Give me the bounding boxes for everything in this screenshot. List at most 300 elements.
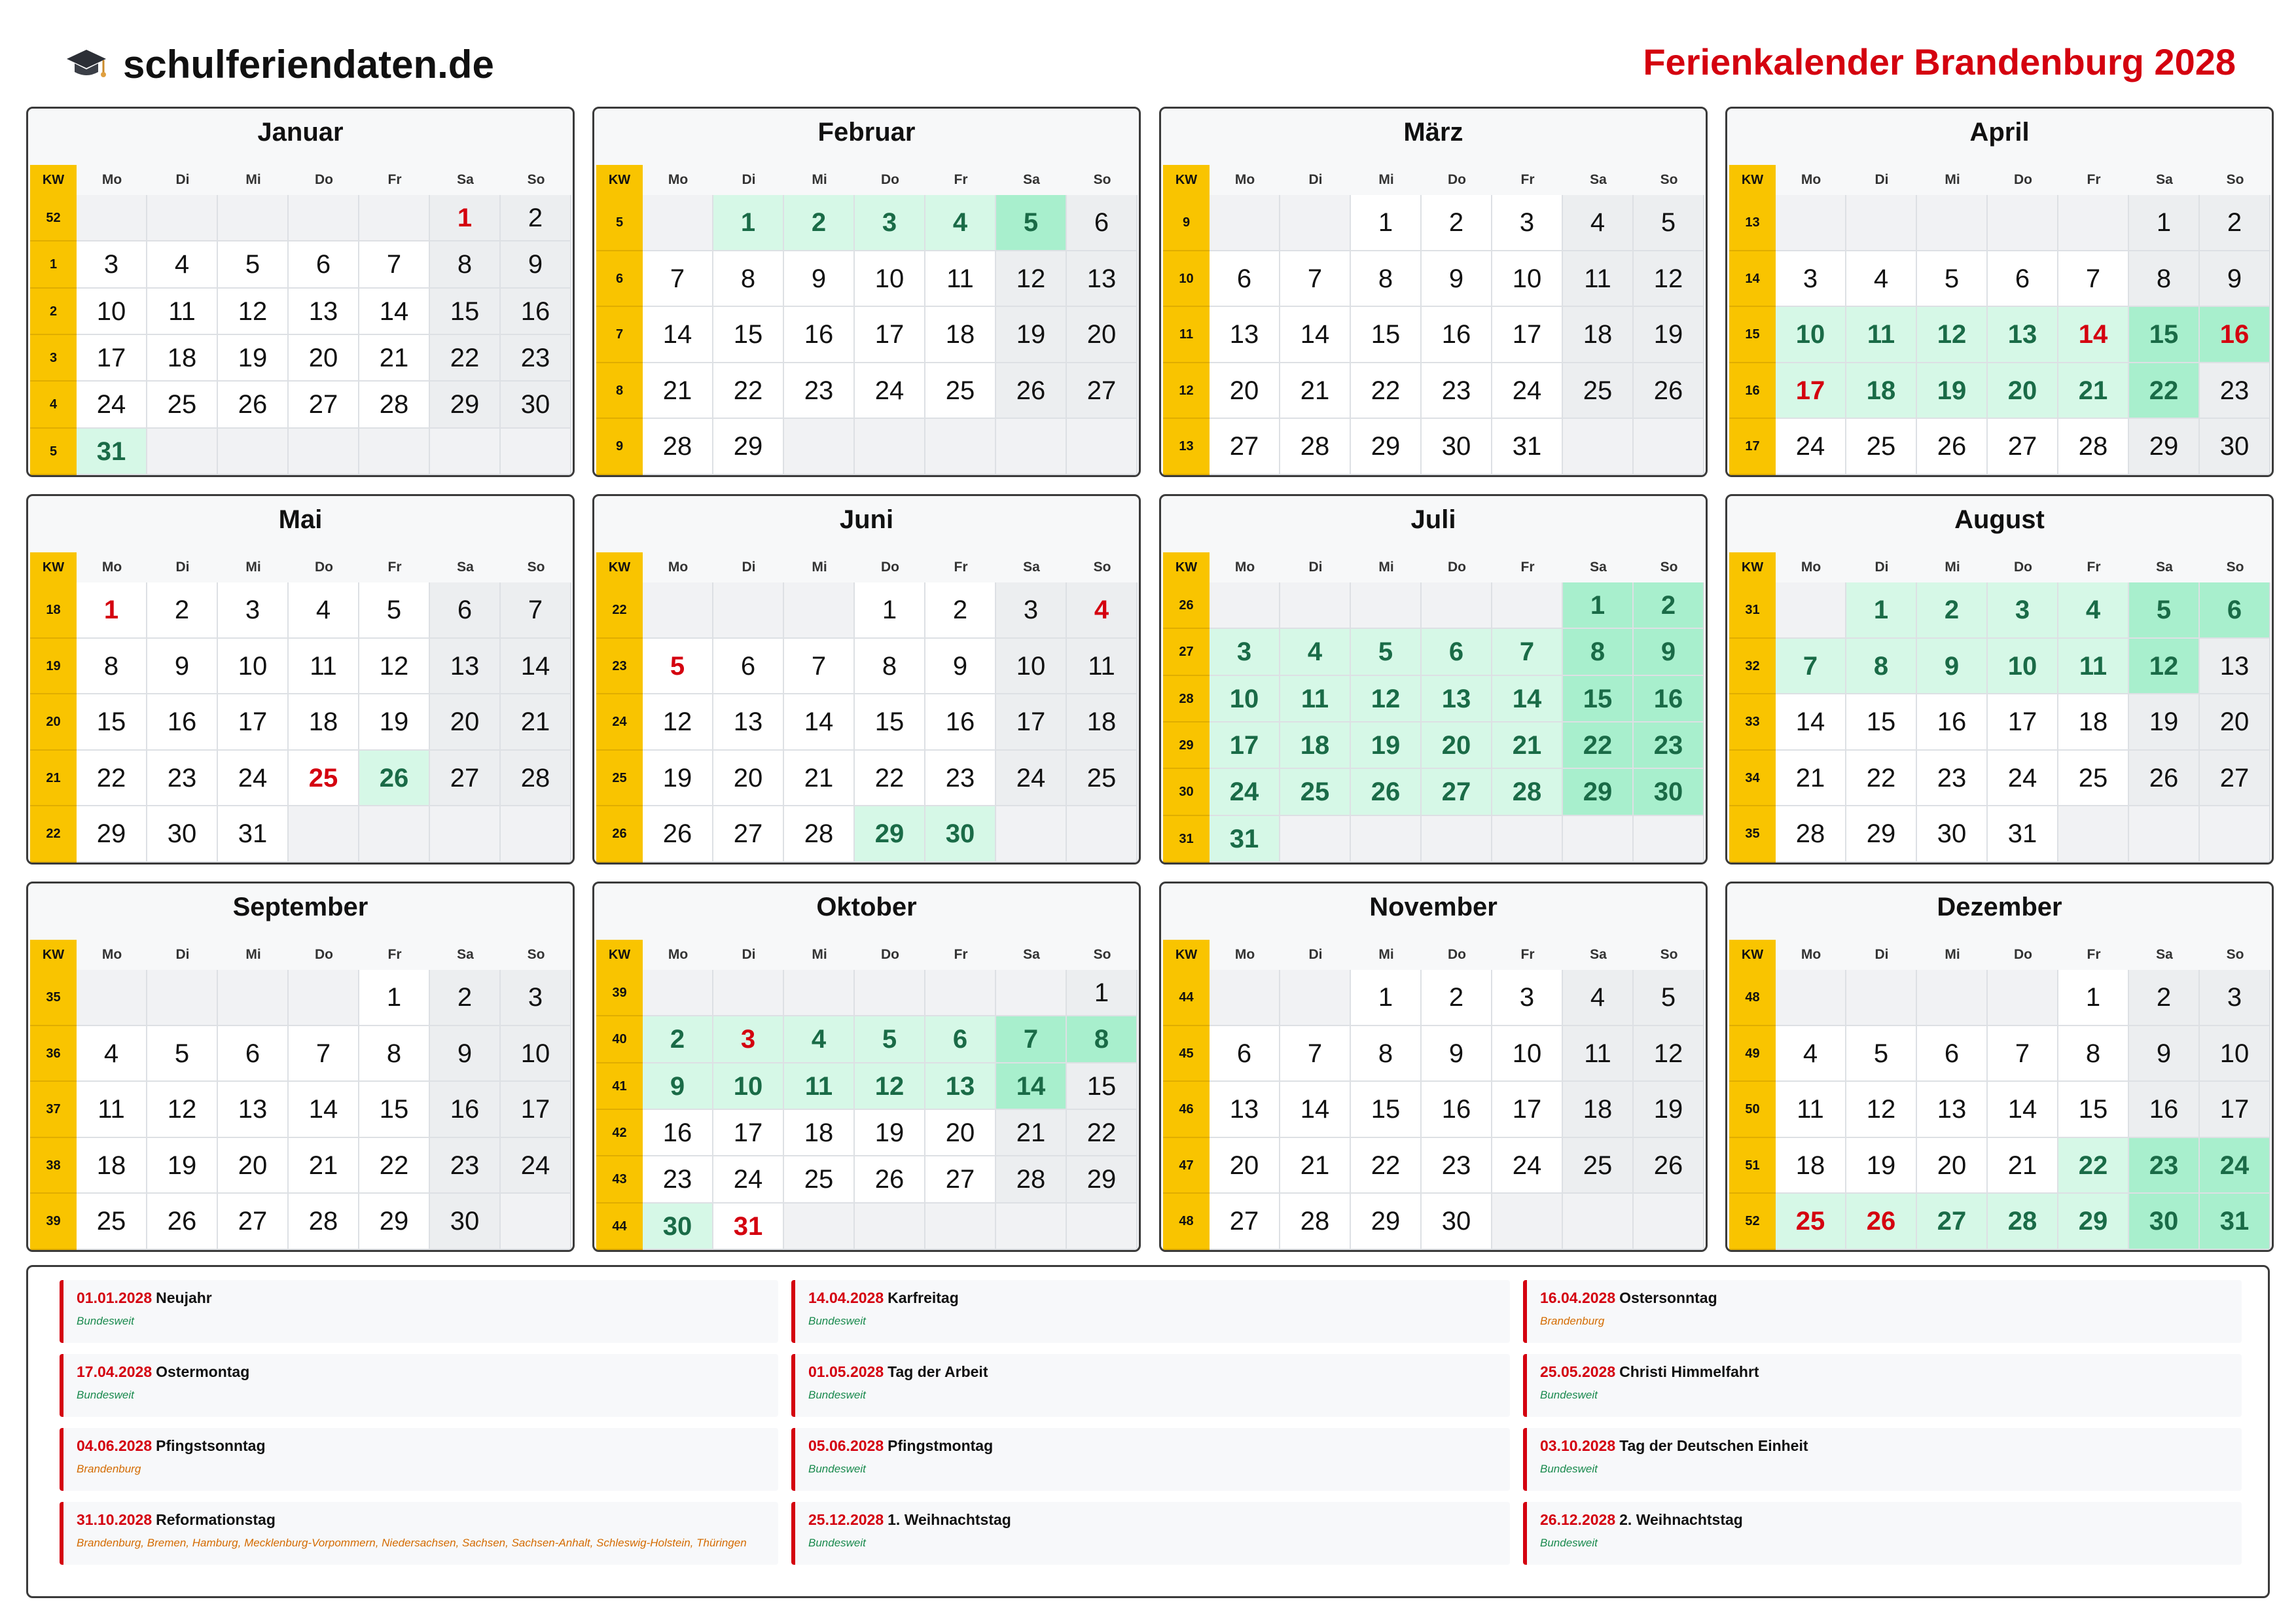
calendar-day: 16 [501, 289, 571, 335]
school-holiday-day: 11 [784, 1063, 855, 1110]
month-calendar [1159, 494, 1708, 865]
calendar-day: 14 [784, 694, 855, 751]
school-holiday-day: 29 [855, 806, 925, 863]
school-holiday-day: 8 [1846, 639, 1917, 695]
empty-cell [218, 195, 289, 241]
calendar-day: 26 [855, 1156, 925, 1203]
calendar-day: 26 [643, 806, 713, 863]
empty-cell [855, 1204, 925, 1250]
school-holiday-day: 10 [1776, 307, 1846, 363]
empty-cell [1492, 1194, 1563, 1250]
week-number: 1 [30, 241, 77, 288]
holiday-date: 01.01.2028 [77, 1289, 152, 1306]
empty-cell [1067, 806, 1138, 863]
school-holiday-day: 8 [1563, 629, 1634, 675]
school-holiday-day: 10 [1210, 676, 1280, 722]
calendar-day: 29 [1351, 1194, 1422, 1250]
school-holiday-day: 23 [1634, 722, 1704, 769]
calendar-day: 20 [289, 335, 359, 382]
empty-cell [147, 429, 218, 475]
public-holiday-legend [26, 1265, 2270, 1598]
weekday-header: Sa [1590, 172, 1607, 187]
weekday-header: Fr [1520, 560, 1535, 575]
calendar-day: 29 [77, 806, 147, 863]
holiday-scope: Brandenburg [77, 1463, 141, 1475]
calendar-day: 28 [1280, 419, 1351, 475]
school-holiday-day: 22 [1563, 722, 1634, 769]
calendar-day: 5 [359, 582, 430, 639]
public-holiday-day: 25 [1776, 1194, 1846, 1250]
weekday-header: Sa [2156, 947, 2173, 962]
school-holiday-day: 15 [1563, 676, 1634, 722]
week-number: 22 [30, 806, 77, 863]
calendar-day: 5 [147, 1026, 218, 1082]
calendar-day: 6 [1917, 1026, 1988, 1082]
legend-heading [77, 1289, 212, 1307]
calendar-day: 27 [713, 806, 784, 863]
calendar-day: 13 [1210, 307, 1280, 363]
holiday-scope: Bundesweit [808, 1537, 866, 1549]
weekday-header: Di [742, 560, 756, 575]
calendar-day: 2 [2200, 195, 2270, 251]
calendar-day: 11 [1563, 1026, 1634, 1082]
calendar-day: 15 [855, 694, 925, 751]
holiday-date: 31.10.2028 [77, 1511, 152, 1528]
holiday-name: Ostersonntag [1619, 1289, 1717, 1306]
week-number: 2 [30, 289, 77, 335]
empty-cell [643, 582, 713, 639]
week-number: 11 [1163, 307, 1210, 363]
calendar-day: 31 [1492, 419, 1563, 475]
calendar-day: 10 [996, 639, 1067, 695]
calendar-day: 12 [218, 289, 289, 335]
calendar-day: 12 [147, 1082, 218, 1138]
school-holiday-day: 12 [2129, 639, 2200, 695]
school-holiday-day: 16 [1634, 676, 1704, 722]
month-title: Oktober [816, 893, 917, 921]
calendar-day: 16 [784, 307, 855, 363]
school-holiday-day: 13 [925, 1063, 996, 1110]
weekday-header: Do [1448, 172, 1466, 187]
kw-header: KW [1729, 165, 1776, 195]
kw-header: KW [1163, 940, 1210, 970]
holiday-name: 2. Weihnachtstag [1619, 1511, 1743, 1528]
calendar-day: 3 [2200, 970, 2270, 1026]
weekday-header: Mi [812, 947, 827, 962]
calendar-day: 17 [1492, 1082, 1563, 1138]
weekday-header: So [2226, 172, 2244, 187]
calendar-day: 18 [925, 307, 996, 363]
weekday-header: So [2226, 560, 2244, 575]
calendar-day: 21 [996, 1110, 1067, 1156]
weekday-header: Mi [1945, 172, 1960, 187]
weekday-header: Do [881, 947, 899, 962]
holiday-name: Pfingstmontag [888, 1437, 994, 1454]
calendar-day: 28 [1280, 1194, 1351, 1250]
calendar-day: 21 [359, 335, 430, 382]
holiday-date: 03.10.2028 [1540, 1437, 1616, 1454]
calendar-day: 13 [289, 289, 359, 335]
calendar-day: 6 [1210, 251, 1280, 308]
public-holiday-day: 5 [643, 639, 713, 695]
calendar-day: 2 [147, 582, 218, 639]
legend-heading [1540, 1511, 1743, 1529]
calendar-day: 9 [147, 639, 218, 695]
calendar-day: 17 [855, 307, 925, 363]
month-title: Dezember [1937, 893, 2062, 921]
calendar-day: 14 [643, 307, 713, 363]
empty-cell [925, 970, 996, 1016]
calendar-day: 1 [1351, 970, 1422, 1026]
calendar-day: 11 [77, 1082, 147, 1138]
school-holiday-day: 9 [643, 1063, 713, 1110]
holiday-name: Pfingstsonntag [156, 1437, 266, 1454]
month-title: Januar [257, 118, 344, 147]
weekday-header: Mi [1945, 947, 1960, 962]
empty-cell [1351, 816, 1422, 863]
empty-cell [1492, 816, 1563, 863]
empty-cell [147, 195, 218, 241]
holiday-scope: Bundesweit [808, 1389, 866, 1401]
calendar-day: 25 [1067, 751, 1138, 807]
school-holiday-day: 4 [2058, 582, 2129, 639]
calendar-day: 17 [501, 1082, 571, 1138]
weekday-header: Sa [1590, 947, 1607, 962]
calendar-day: 12 [1634, 251, 1704, 308]
calendar-day: 21 [289, 1138, 359, 1194]
legend-item [60, 1280, 778, 1343]
calendar-day: 7 [289, 1026, 359, 1082]
month-title: Juni [839, 505, 894, 534]
calendar-day: 27 [2200, 751, 2270, 807]
empty-cell [359, 806, 430, 863]
calendar-day: 2 [1422, 195, 1492, 251]
weekday-header: Di [175, 560, 190, 575]
holiday-name: Tag der Deutschen Einheit [1619, 1437, 1808, 1454]
empty-cell [289, 806, 359, 863]
calendar-day: 31 [1988, 806, 2058, 863]
empty-cell [1634, 816, 1704, 863]
calendar-day: 26 [996, 363, 1067, 419]
calendar-day: 14 [1280, 1082, 1351, 1138]
weekday-header: So [1093, 560, 1111, 575]
week-number: 47 [1163, 1138, 1210, 1194]
calendar-day: 15 [2058, 1082, 2129, 1138]
calendar-day: 19 [359, 694, 430, 751]
calendar-day: 22 [1846, 751, 1917, 807]
empty-cell [1067, 419, 1138, 475]
school-holiday-day: 20 [1988, 363, 2058, 419]
school-holiday-day: 30 [1634, 769, 1704, 815]
weekday-header: Do [2014, 172, 2032, 187]
weekday-header: Sa [1023, 172, 1040, 187]
calendar-day: 16 [1422, 307, 1492, 363]
weekday-header: Di [1308, 947, 1323, 962]
calendar-day: 24 [1776, 419, 1846, 475]
calendar-day: 11 [925, 251, 996, 308]
weekday-header: Di [1308, 560, 1323, 575]
month-title: September [232, 893, 368, 921]
calendar-day: 18 [2058, 694, 2129, 751]
calendar-day: 20 [1210, 363, 1280, 419]
week-number: 4 [30, 382, 77, 428]
calendar-day: 15 [77, 694, 147, 751]
weekday-header: Do [315, 172, 333, 187]
empty-cell [1634, 419, 1704, 475]
calendar-day: 30 [501, 382, 571, 428]
calendar-day: 20 [218, 1138, 289, 1194]
weekday-header: Fr [387, 947, 402, 962]
calendar-day: 23 [430, 1138, 501, 1194]
calendar-day: 3 [501, 970, 571, 1026]
calendar-day: 21 [1776, 751, 1846, 807]
calendar-day: 9 [2129, 1026, 2200, 1082]
empty-cell [1776, 970, 1846, 1026]
empty-cell [1492, 582, 1563, 629]
calendar-day: 24 [1492, 363, 1563, 419]
weekday-header: Mo [668, 172, 689, 187]
weekday-header: So [1093, 947, 1111, 962]
week-number: 42 [596, 1110, 643, 1156]
legend-heading [808, 1289, 959, 1307]
calendar-day: 8 [1351, 1026, 1422, 1082]
empty-cell [1280, 582, 1351, 629]
empty-cell [784, 970, 855, 1016]
legend-item [60, 1354, 778, 1417]
legend-heading [1540, 1289, 1717, 1307]
empty-cell [1917, 195, 1988, 251]
calendar-day: 28 [996, 1156, 1067, 1203]
school-holiday-day: 21 [2058, 363, 2129, 419]
school-holiday-day: 1 [713, 195, 784, 251]
empty-cell [77, 970, 147, 1026]
calendar-day: 3 [1776, 251, 1846, 308]
calendar-day: 15 [1351, 1082, 1422, 1138]
calendar-day: 28 [643, 419, 713, 475]
week-number: 9 [596, 419, 643, 475]
empty-cell [77, 195, 147, 241]
weekday-header: So [527, 560, 545, 575]
empty-cell [1563, 816, 1634, 863]
graduation-cap-icon [65, 47, 107, 87]
week-number: 21 [30, 751, 77, 807]
calendar-day: 19 [1634, 1082, 1704, 1138]
calendar-day: 25 [784, 1156, 855, 1203]
weekday-header: Fr [1520, 947, 1535, 962]
weekday-header: Mi [1378, 947, 1394, 962]
calendar-day: 4 [1776, 1026, 1846, 1082]
calendar-day: 4 [1846, 251, 1917, 308]
school-holiday-day: 12 [1917, 307, 1988, 363]
holiday-name: Neujahr [156, 1289, 212, 1306]
school-holiday-day: 30 [2129, 1194, 2200, 1250]
month-calendar [26, 882, 575, 1252]
empty-cell [1776, 582, 1846, 639]
calendar-day: 2 [2129, 970, 2200, 1026]
calendar-day: 16 [147, 694, 218, 751]
calendar-day: 24 [1988, 751, 2058, 807]
calendar-day: 3 [77, 241, 147, 288]
weekday-header: Sa [457, 560, 474, 575]
empty-cell [501, 1194, 571, 1250]
calendar-day: 24 [1492, 1138, 1563, 1194]
calendar-day: 5 [1634, 970, 1704, 1026]
legend-item [1523, 1354, 2242, 1417]
calendar-day: 22 [430, 335, 501, 382]
calendar-day: 1 [855, 582, 925, 639]
calendar-day: 8 [1351, 251, 1422, 308]
weekday-header: Fr [1520, 172, 1535, 187]
holiday-scope: Brandenburg, Bremen, Hamburg, Mecklenburg-Vorpommern, Niedersachsen, Sachsen, Sachsen-Anhalt, Schleswig-Holstein, Thüringen [77, 1537, 747, 1549]
week-number: 33 [1729, 694, 1776, 751]
calendar-day: 20 [925, 1110, 996, 1156]
week-number: 19 [30, 639, 77, 695]
calendar-day: 16 [1917, 694, 1988, 751]
holiday-date: 14.04.2028 [808, 1289, 884, 1306]
calendar-day: 16 [2129, 1082, 2200, 1138]
month-calendar [1159, 107, 1708, 477]
calendar-day: 30 [2200, 419, 2270, 475]
calendar-day: 18 [147, 335, 218, 382]
calendar-day: 1 [2058, 970, 2129, 1026]
weekday-header: Mo [668, 560, 689, 575]
calendar-day: 23 [1917, 751, 1988, 807]
school-holiday-day: 6 [1422, 629, 1492, 675]
legend-heading [1540, 1437, 1808, 1455]
empty-cell [1563, 1194, 1634, 1250]
weekday-header: Do [881, 560, 899, 575]
calendar-day: 6 [289, 241, 359, 288]
calendar-day: 7 [643, 251, 713, 308]
calendar-day: 7 [1280, 251, 1351, 308]
week-number: 26 [596, 806, 643, 863]
weekday-header: Mo [1801, 172, 1821, 187]
empty-cell [1776, 195, 1846, 251]
kw-header: KW [1729, 552, 1776, 582]
school-holiday-day: 18 [1846, 363, 1917, 419]
calendar-day: 21 [643, 363, 713, 419]
week-number: 23 [596, 639, 643, 695]
school-holiday-day: 5 [996, 195, 1067, 251]
calendar-day: 25 [1563, 363, 1634, 419]
calendar-day: 7 [359, 241, 430, 288]
calendar-day: 12 [1846, 1082, 1917, 1138]
holiday-name: Tag der Arbeit [888, 1363, 988, 1380]
empty-cell [925, 1204, 996, 1250]
school-holiday-day: 6 [925, 1016, 996, 1063]
calendar-day: 16 [1422, 1082, 1492, 1138]
school-holiday-day: 26 [359, 751, 430, 807]
weekday-header: Do [2014, 560, 2032, 575]
weekday-header: So [1093, 172, 1111, 187]
school-holiday-day: 2 [643, 1016, 713, 1063]
week-number: 22 [596, 582, 643, 639]
holiday-date: 04.06.2028 [77, 1437, 152, 1454]
weekday-header: Fr [2087, 172, 2101, 187]
weekday-header: Mo [668, 947, 689, 962]
calendar-day: 28 [289, 1194, 359, 1250]
empty-cell [925, 419, 996, 475]
calendar-day: 19 [2129, 694, 2200, 751]
legend-heading [77, 1511, 276, 1529]
week-number: 20 [30, 694, 77, 751]
public-holiday-day: 3 [713, 1016, 784, 1063]
calendar-day: 20 [713, 751, 784, 807]
week-number: 45 [1163, 1026, 1210, 1082]
calendar-day: 1 [359, 970, 430, 1026]
calendar-day: 12 [1634, 1026, 1704, 1082]
school-holiday-day: 12 [1351, 676, 1422, 722]
weekday-header: Mi [1945, 560, 1960, 575]
calendar-day: 9 [501, 241, 571, 288]
weekday-header: So [1660, 560, 1678, 575]
site-logo-text[interactable]: schulferiendaten.de [123, 43, 494, 86]
month-calendar [26, 107, 575, 477]
empty-cell [1280, 195, 1351, 251]
calendar-day: 4 [1563, 195, 1634, 251]
legend-item [791, 1502, 1510, 1565]
empty-cell [1210, 582, 1280, 629]
school-holiday-day: 14 [996, 1063, 1067, 1110]
week-number: 27 [1163, 629, 1210, 675]
weekday-header: Sa [2156, 560, 2173, 575]
calendar-day: 23 [147, 751, 218, 807]
holiday-date: 26.12.2028 [1540, 1511, 1616, 1528]
calendar-day: 4 [77, 1026, 147, 1082]
calendar-day: 10 [2200, 1026, 2270, 1082]
empty-cell [855, 970, 925, 1016]
week-number: 41 [596, 1063, 643, 1110]
kw-header: KW [30, 165, 77, 195]
month-title: November [1369, 893, 1498, 921]
legend-item [791, 1354, 1510, 1417]
week-number: 51 [1729, 1138, 1776, 1194]
school-holiday-day: 9 [1917, 639, 1988, 695]
school-holiday-day: 10 [713, 1063, 784, 1110]
legend-item [791, 1428, 1510, 1491]
weekday-header: Mo [1234, 560, 1255, 575]
calendar-day: 19 [1846, 1138, 1917, 1194]
calendar-day: 31 [218, 806, 289, 863]
empty-cell [996, 970, 1067, 1016]
calendar-day: 19 [643, 751, 713, 807]
empty-cell [1917, 970, 1988, 1026]
school-holiday-day: 24 [1210, 769, 1280, 815]
school-holiday-day: 15 [2129, 307, 2200, 363]
school-holiday-day: 2 [1917, 582, 1988, 639]
empty-cell [784, 419, 855, 475]
holiday-name: Karfreitag [888, 1289, 959, 1306]
calendar-day: 23 [784, 363, 855, 419]
weekday-header: Mo [1801, 560, 1821, 575]
school-holiday-day: 31 [77, 429, 147, 475]
school-holiday-day: 7 [1776, 639, 1846, 695]
school-holiday-day: 3 [1210, 629, 1280, 675]
calendar-day: 20 [1917, 1138, 1988, 1194]
weekday-header: Mi [812, 172, 827, 187]
calendar-day: 30 [1422, 1194, 1492, 1250]
calendar-day: 24 [77, 382, 147, 428]
calendar-day: 26 [1917, 419, 1988, 475]
calendar-day: 22 [359, 1138, 430, 1194]
calendar-day: 21 [1988, 1138, 2058, 1194]
calendar-day: 1 [1067, 970, 1138, 1016]
calendar-day: 28 [1776, 806, 1846, 863]
empty-cell [2058, 806, 2129, 863]
week-number: 5 [596, 195, 643, 251]
week-number: 12 [1163, 363, 1210, 419]
calendar-day: 24 [218, 751, 289, 807]
